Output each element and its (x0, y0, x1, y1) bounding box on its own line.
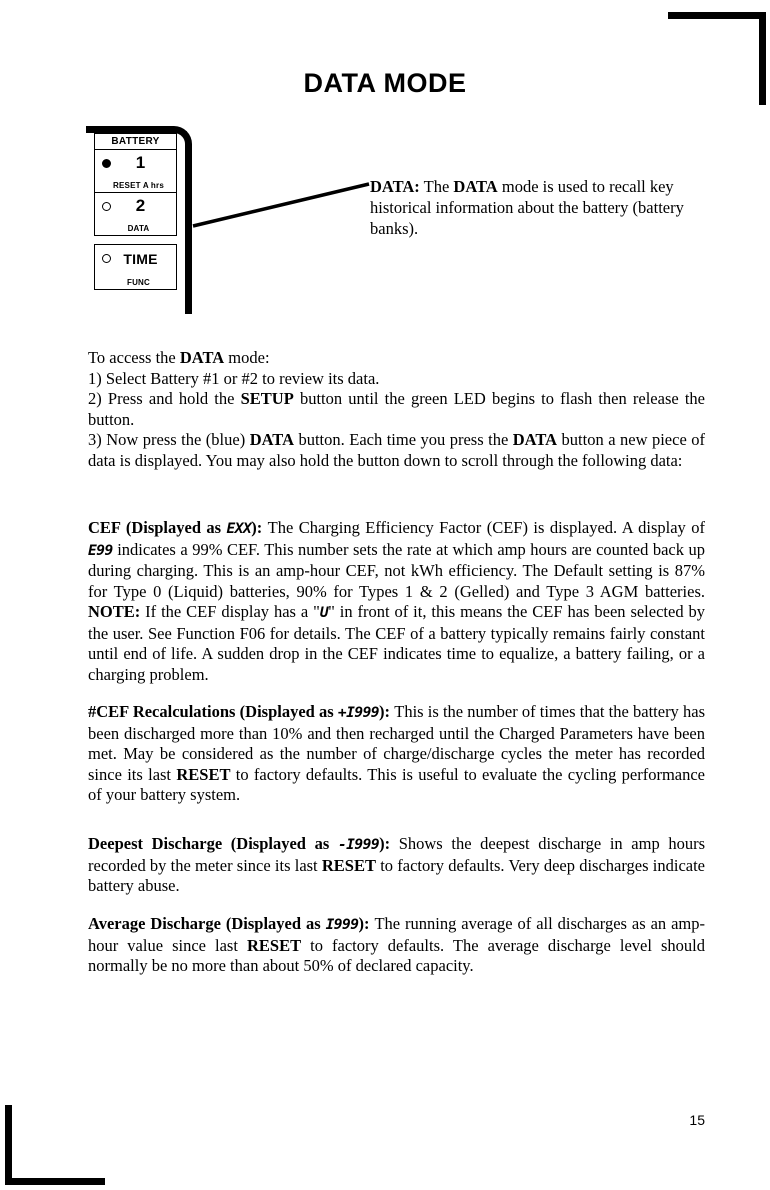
callout-text-tail: mode is used to recall key historical information about the battery (battery banks). (370, 177, 684, 238)
callout-leader-line (185, 170, 375, 240)
access-intro-post: mode: (224, 348, 270, 367)
section-deepest-heading-post: ): (379, 834, 399, 853)
battery-1-sub-label: RESET A hrs (113, 181, 164, 190)
section-cef (88, 518, 705, 685)
section-deepest-body-bold: RESET (321, 855, 376, 875)
section-cef-body-4: " in front of it, this means the CEF has been selected by the user. See Function F06 for details. The CEF of a battery typically remains fairly constant until end of life. A sudden drop in the CEF indicates time to equalize, a battery failing, or a charging problem. (88, 602, 705, 684)
page-title: DATA MODE (303, 68, 467, 98)
section-average-body-1: The running average of all discharges as an amp-hour value since last (88, 914, 705, 955)
keypad-inner-panel (94, 133, 177, 290)
section-recalc-heading-code: +I999 (337, 705, 380, 721)
section-recalc-heading-post: ): (379, 702, 395, 721)
section-deepest-heading-pre: Deepest Discharge (Displayed as (88, 834, 338, 853)
battery-group-header: BATTERY (95, 134, 176, 150)
battery-2-sub-label: DATA (127, 224, 150, 233)
section-cef-heading-pre: CEF (Displayed as (88, 518, 227, 537)
access-step-2-post: button until the green LED begins to flash then release the button. (88, 389, 705, 429)
section-average-heading-pre: Average Discharge (Displayed as (88, 914, 326, 933)
access-step-3-post: button a new piece of data is displayed. You may also hold the button down to scroll through the following data: (88, 430, 705, 470)
callout-lead-in: DATA: (370, 177, 420, 196)
section-average-heading-post: ): (358, 914, 375, 933)
section-recalc-body-1: This is the number of times that the battery has been discharged more than 10% and then recharged until the Charged Parameters have been met. May be considered as the number of charge/discharge cycles the meter has recorded since its last (88, 702, 705, 784)
time-func-button[interactable] (95, 245, 176, 289)
access-step-2-pre: 2) Press and hold the (88, 389, 241, 408)
access-step-2 (88, 389, 705, 430)
time-label: TIME (123, 251, 158, 267)
battery-2-button[interactable] (95, 192, 176, 235)
access-step-3-bold-1: DATA (249, 430, 294, 449)
section-average-discharge-paragraph (88, 914, 705, 977)
section-recalc-body-bold: RESET (176, 764, 231, 784)
section-deepest-discharge-paragraph (88, 834, 705, 897)
crop-mark-bottom-left-vertical (5, 1105, 12, 1185)
battery-button-group (94, 133, 177, 236)
access-step-3-bold-2: DATA (512, 430, 558, 449)
section-cef-recalculations (88, 702, 705, 806)
access-intro (88, 348, 705, 369)
section-cef-paragraph (88, 518, 705, 685)
section-deepest-discharge (88, 834, 705, 897)
page-number: 15 (689, 1112, 705, 1128)
section-average-body-2: to factory defaults. The average discharge level should normally be no more than about 50% of declared capacity. (88, 935, 706, 975)
access-step-3-pre: 3) Now press the (blue) (88, 430, 250, 449)
section-recalc-heading-pre: #CEF Recalculations (Displayed as (88, 702, 338, 721)
section-cef-heading-code: EXX (226, 521, 252, 537)
battery-2-label: 2 (135, 196, 146, 215)
section-deepest-heading-code: -I999 (337, 837, 380, 853)
access-step-1: 1) Select Battery #1 or #2 to review its data. (88, 368, 380, 388)
section-recalc-body-2: to factory defaults. This is useful to evaluate the cycling performance of your battery system. (88, 764, 705, 804)
battery-meter-keypad-figure (86, 126, 196, 316)
section-average-discharge (88, 914, 705, 977)
crop-mark-top-right-horizontal (668, 12, 766, 19)
section-deepest-body-2: to factory defaults. Very deep discharges indicate battery abuse. (88, 855, 705, 895)
data-mode-callout (370, 176, 705, 239)
section-average-body-bold: RESET (246, 935, 302, 955)
time-sub-label: FUNC (126, 278, 151, 287)
time-button-group (94, 244, 177, 290)
section-cef-body-2: indicates a 99% CEF. This number sets the rate at which amp hours are counted back up during charging. This is an amp-hour CEF, not kWh efficiency. The Default setting is 87% for Type 0 (Liquid) batteries, 90% for Types 1 & 2 (Gelled) and Type 3 AGM batteries. (88, 539, 705, 601)
section-cef-heading-post: ): (251, 518, 268, 537)
access-instructions (88, 348, 705, 471)
section-cef-code-e99: E99 (88, 542, 113, 559)
access-step-3 (88, 430, 705, 471)
section-deepest-body-1: Shows the deepest discharge in amp hours recorded by the meter since its last (88, 834, 705, 875)
access-intro-pre: To access the (88, 348, 180, 367)
callout-emphasis: DATA (453, 177, 498, 196)
section-cef-recalculations-paragraph (88, 702, 705, 806)
access-step-3-mid: button. Each time you press the (294, 430, 513, 449)
battery-1-button[interactable] (95, 150, 176, 192)
access-step-2-bold: SETUP (240, 389, 294, 408)
access-intro-bold: DATA (179, 348, 225, 367)
section-cef-note-bold: NOTE: (88, 602, 141, 621)
battery-1-label: 1 (135, 153, 146, 172)
crop-mark-bottom-left-horizontal (5, 1178, 105, 1185)
section-cef-body-3: If the CEF display has a " (140, 602, 320, 621)
section-cef-code-u: U (319, 605, 329, 621)
section-cef-body-1: The Charging Efficiency Factor (CEF) is displayed. A display of (267, 518, 705, 537)
section-average-heading-code: I999 (325, 917, 359, 933)
callout-text-head: The (419, 177, 454, 196)
